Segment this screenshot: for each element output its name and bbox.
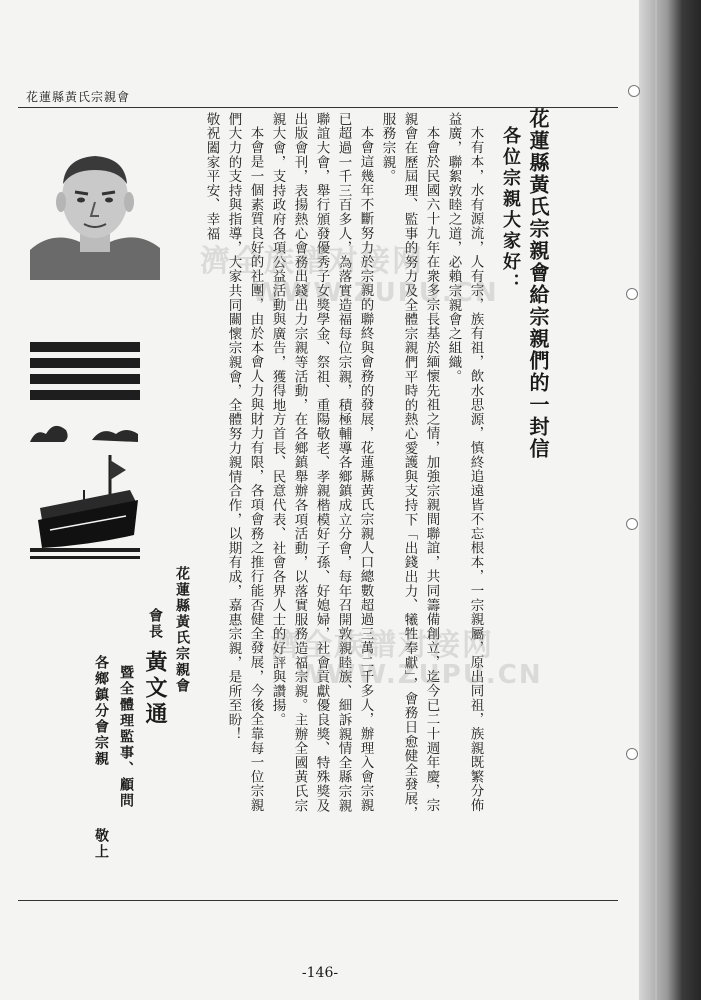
book-binding [639,0,701,1000]
letter-paragraph: 本會於民國六十九年在衆多宗長基於緬懷先祖之情，加強宗親間聯誼，共同籌備創立，迄今已二十週年慶，宗 [423,126,440,813]
running-header: 花蓮縣黃氏宗親會 [26,90,131,104]
letter-paragraph: 本會是一個素質良好的社團，由於本會人力與財力有限，各項會務之推行能否健全發展，今後全靠每一位宗親 [247,126,264,813]
signature-closing: 敬上 [93,828,109,860]
signature-branches: 各鄉鎮分會宗親 [93,655,109,767]
letter-paragraph: 們大力的支持與指導，大家共同關懷宗親會，全體努力親情合作，以期有成，嘉惠宗親，是所至盼！ [225,112,242,742]
watermark-text: 濟全族譜对接网 [200,244,424,279]
letter-closing-wish: 敬祝闔家平安、幸福 [203,112,220,241]
letter-title: 花蓮縣黃氏宗親會給宗親們的一封信 [526,108,550,460]
letter-paragraph: 親會在歷屆理、監事的努力及全體宗親們平時的熱心愛護與支持下「出錢出力、犧牲奉獻」，會務日愈健全發展， [401,112,418,821]
letter-paragraph: 服務宗親。 [379,112,396,184]
binding-hole [626,518,638,530]
binding-edge-line [655,0,657,1000]
signature-name: 黃文通 [142,650,168,728]
letter-paragraph: 出版會刊，表揚熱心會務出錢出力宗親等活動，在各鄉鎮舉辦各項活動，以落實服務造福宗親。主辦全國黃氏宗 [291,112,308,813]
letter-paragraph: 已超過一千三百多人，為落實造福每位宗親，積極輔導各鄉鎮成立分會，每年召開敦親睦族、細訴親情全縣宗親 [335,112,352,813]
signature-organization: 花蓮縣黃氏宗親會 [174,566,190,694]
portrait-photo [30,140,160,280]
letter-paragraph: 本會這幾年不斷努力於宗親的聯終與會務的發展，花蓮縣黃氏宗親人口總數超過三萬二千多人，辦理入會宗親 [357,126,374,813]
watermark-text: 濟全族譜对接网 [270,628,494,663]
letter-paragraph: 聯誼大會，舉行頒發優秀子女獎學金、祭祖、重陽敬老、孝親楷模好子孫、好媳婦，社會貢獻優良獎、特殊獎及 [313,112,330,813]
signature-position: 會長 [147,608,163,640]
binding-hole [628,85,640,97]
ship-illustration [30,330,140,560]
binding-hole [626,288,638,300]
letter-salutation: 各位宗親大家好： [500,126,521,294]
watermark-url: WWW.ZUPU.CN [252,278,499,308]
letter-paragraph: 木有本，水有源流，人有宗，族有祖，飲水思源，慎終追遠皆不忘根本，一宗親屬，原出同祖，族親既繁分佈 [467,126,484,813]
signature-joint: 暨全體理監事、顧問 [118,665,134,809]
letter-paragraph: 親大會，支持政府各項公益活動與廣告，獲得地方首長、民意代表、社會各界人士的好評與讚揚。 [269,112,286,727]
footer-rule [18,900,618,901]
watermark-url: WWW.ZUPU.CN [296,660,543,690]
binding-hole [626,748,638,760]
page-number: -146- [301,965,339,981]
letter-paragraph: 益廣，聯絮敦睦之道，必賴宗親會之組織。 [445,112,462,384]
